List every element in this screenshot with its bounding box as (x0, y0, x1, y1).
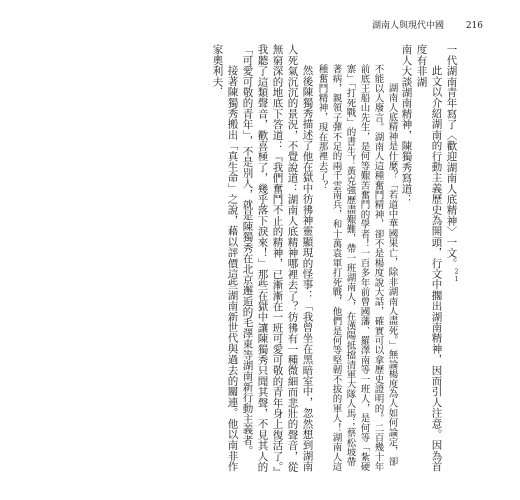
page-number: 216 (465, 21, 483, 31)
paragraph-1-text: 一代湖南青年寫了〈歡迎湖南人底精神〉一文。 (445, 44, 458, 269)
body-text (210, 44, 465, 474)
paragraph-5: 接著陳獨秀搬出「真生命」之說，藉以評價這些湖南新世代與過去的關連。他以南非作家奧利夫． (211, 44, 239, 472)
paragraph-2: 此文以介紹湖南的行動主義歷史為開頭，行文中擱出湖南精神，因而引人注意。因為首度有非湖 (415, 44, 443, 472)
footnote-marker: 21 (453, 268, 460, 284)
paragraph-3: 南人大談湖南精神，陳獨秀寫道： (400, 44, 413, 205)
block-quote: 湖南人底精神是什麼？「若道中華國果亡，除非湖南人盡死。」無論楊度為人如何論定，卻不能以人廢言。湖南人這種奮鬥精神，卻不是楊度說大話，確實可以拿歷史證明的。二百幾十年前底王船山先生，是何等艱苦奮鬥的學者！一百多年前曾國藩、羅澤南等一班人，是何等「紮硬寨」「打死戰」的書生！黃克強歷盡艱難，帶一班湖南人，在漢陽抵擋清軍大隊人馬；蔡松坡帶著病，親領子彈不足的兩千雲南兵，和十萬袁軍打死戰，他們是何等堅韌不拔的軍人！湖南人這種奮鬥精神，現在那裡去了？ (316, 64, 398, 472)
header-title: 湖南人與現代中國 (372, 21, 445, 31)
paragraph-1 (444, 44, 465, 474)
paragraph-4: 然後陳獨秀描述了他在獄中彷彿神靈顯現的怪事：「我曾坐在黑暗室中，忽然想到湖南人死氣沉沉的景況，不覺說道：湖南人底精神哪裡去了？彷彿有一種微細而悲壯的聲音，從無窮深的地底下答道：『我們奮鬥不止的精神，已漸漸在一班可愛可敬的青年身上復活了。』我聽了這類聲音，歡喜極了，幾乎落下淚來！」那些在獄中讓陳獨秀只聞其聲，不見其人的「可愛可敬的青年」，不是別人，就是陳獨秀在北京邂逅的毛澤東等湖南新行動主義者。 (241, 44, 314, 473)
page-header (353, 18, 483, 31)
